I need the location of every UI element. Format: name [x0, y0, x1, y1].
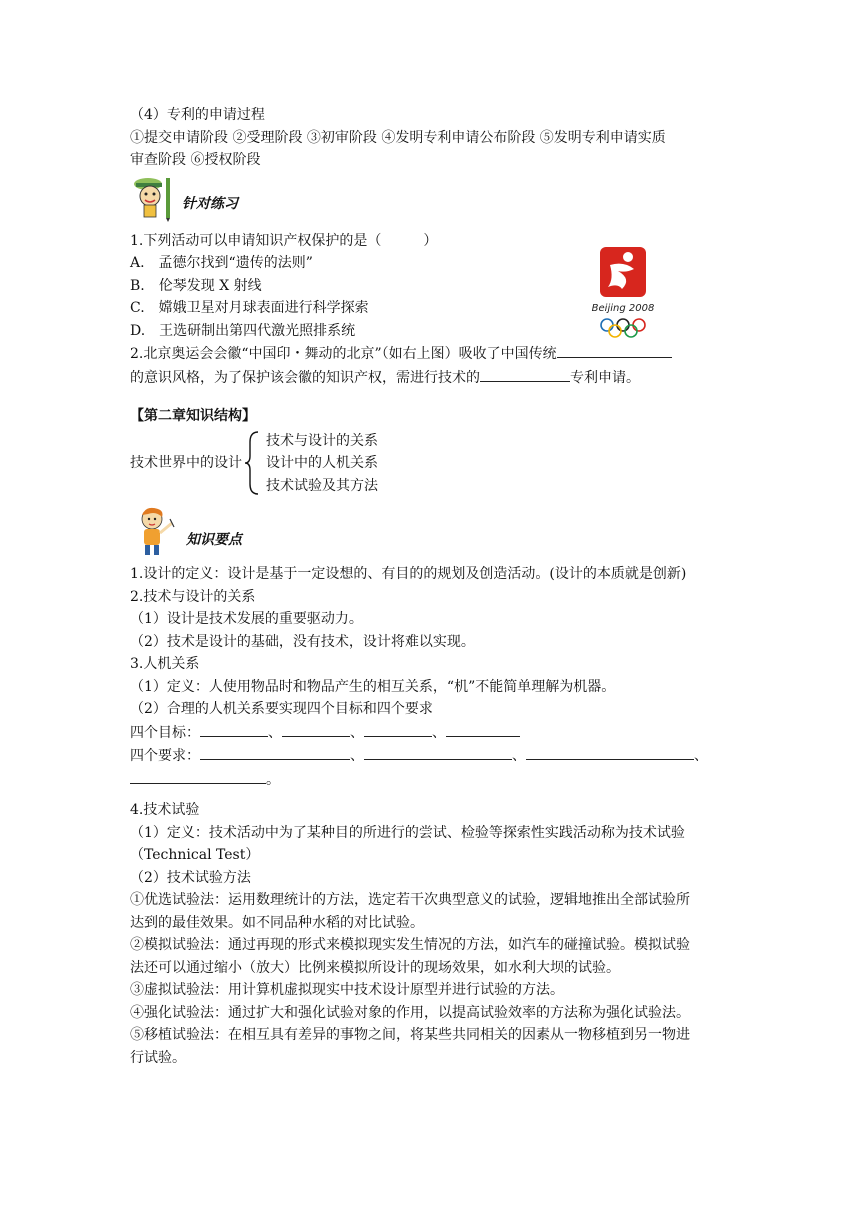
- question-2-part-2: 的意识风格，为了保护该会徽的知识产权，需进行技术的: [130, 369, 480, 386]
- olympic-emblem-icon: [578, 243, 668, 343]
- separator: 、: [512, 748, 526, 764]
- answer-blank: [480, 366, 570, 382]
- question-2-line-1: [130, 342, 730, 366]
- point-2b: （2）技术是设计的基础，没有技术，设计将难以实现。: [130, 633, 475, 650]
- point-4a-2: （Technical Test）: [130, 847, 260, 863]
- point-2: 2.技术与设计的关系: [130, 588, 256, 605]
- patent-process-line-2: 审查阶段 ⑥授权阶段: [130, 152, 261, 168]
- logo-text: Beijing 2008: [591, 303, 655, 314]
- practice-title: 针对练习: [182, 196, 238, 212]
- question-2-line-2: [130, 366, 730, 390]
- question-1-stem: 1.下列活动可以申请知识产权保护的是（ ）: [130, 232, 438, 249]
- knowledge-section-header: [130, 503, 730, 557]
- answer-blank: [364, 721, 432, 737]
- answer-blank: [446, 721, 520, 737]
- separator: 、: [350, 748, 364, 764]
- painter-mascot-icon: [130, 174, 174, 222]
- structure-branch-1: 技术与设计的关系: [266, 432, 378, 449]
- question-1-option-c: C. 嫦娥卫星对月球表面进行科学探索: [130, 300, 369, 316]
- knowledge-structure-diagram: [130, 430, 730, 498]
- girl-mascot-icon: [130, 505, 178, 557]
- question-2-part-3: 专利申请。: [570, 369, 640, 386]
- method-1-line-2: 达到的最佳效果。如不同品种水稻的对比试验。: [130, 914, 424, 931]
- left-brace-icon: [244, 430, 260, 496]
- practice-section-header: [130, 176, 730, 222]
- question-1-option-b: B. 伦琴发现 X 射线: [130, 277, 262, 294]
- method-2-line-1: ②模拟试验法：通过再现的形式来模拟现实发生情况的方法，如汽车的碰撞试验。模拟试验: [130, 937, 690, 953]
- four-goals-line: [130, 721, 730, 745]
- method-5-line-1: ⑤移植试验法：在相互具有差异的事物之间，将某些共同相关的因素从一物移植到另一物进: [130, 1027, 690, 1043]
- method-2-line-2: 法还可以通过缩小（放大）比例来模拟所设计的现场效果，如水利大坝的试验。: [130, 959, 620, 976]
- patent-process-line-1: ①提交申请阶段 ②受理阶段 ③初审阶段 ④发明专利申请公布阶段 ⑤发明专利申请实质: [130, 129, 666, 146]
- question-2-part-1: 2.北京奥运会会徽“中国印・舞动的北京”（如右上图）吸收了中国传统: [130, 346, 557, 362]
- separator: 、: [694, 748, 708, 764]
- four-requirements-line-2: [130, 768, 730, 792]
- point-1: 1.设计的定义：设计是基于一定设想的、有目的的规划及创造活动。(设计的本质就是创新): [130, 566, 687, 582]
- four-goals-label: 四个目标：: [130, 724, 200, 741]
- chapter-2-title: 【第二章知识结构】: [130, 408, 256, 424]
- structure-branch-2: 设计中的人机关系: [266, 455, 378, 471]
- point-3a: （1）定义：人使用物品时和物品产生的相互关系，“机”不能简单理解为机器。: [130, 678, 616, 695]
- method-5-line-2: 行试验。: [130, 1049, 186, 1066]
- patent-process-heading: （4）专利的申请过程: [130, 107, 265, 123]
- answer-blank: [364, 744, 512, 760]
- question-1-option-d: D. 王选研制出第四代激光照排系统: [130, 322, 356, 339]
- separator: 、: [268, 724, 282, 741]
- answer-blank: [282, 721, 350, 737]
- answer-blank: [130, 768, 266, 784]
- separator: 、: [432, 724, 446, 741]
- point-3: 3.人机关系: [130, 656, 200, 672]
- point-4a: （1）定义：技术活动中为了某种目的所进行的尝试、检验等探索性实践活动称为技术试验: [130, 824, 685, 841]
- knowledge-title: 知识要点: [186, 531, 242, 548]
- structure-branch-3: 技术试验及其方法: [266, 477, 378, 494]
- answer-blank: [526, 744, 694, 760]
- point-4b: （2）技术试验方法: [130, 869, 251, 886]
- question-1-option-a: A. 孟德尔找到“遗传的法则”: [130, 255, 313, 271]
- four-requirements-label: 四个要求：: [130, 748, 200, 764]
- four-requirements-line: [130, 744, 730, 768]
- method-3: ③虚拟试验法：用计算机虚拟现实中技术设计原型并进行试验的方法。: [130, 982, 564, 998]
- point-2a: （1）设计是技术发展的重要驱动力。: [130, 611, 363, 627]
- point-3b: （2）合理的人机关系要实现四个目标和四个要求: [130, 701, 433, 717]
- method-1-line-1: ①优选试验法：运用数理统计的方法，选定若干次典型意义的试验，逻辑地推出全部试验所: [130, 892, 690, 908]
- separator: 、: [350, 724, 364, 741]
- answer-blank: [557, 342, 672, 358]
- structure-root: 技术世界中的设计: [130, 455, 242, 471]
- period: 。: [266, 771, 280, 788]
- method-4: ④强化试验法：通过扩大和强化试验对象的作用，以提高试验效率的方法称为强化试验法。: [130, 1004, 690, 1021]
- beijing-2008-olympic-logo: [578, 243, 668, 343]
- answer-blank: [200, 744, 350, 760]
- point-4: 4.技术试验: [130, 802, 200, 818]
- answer-blank: [200, 721, 268, 737]
